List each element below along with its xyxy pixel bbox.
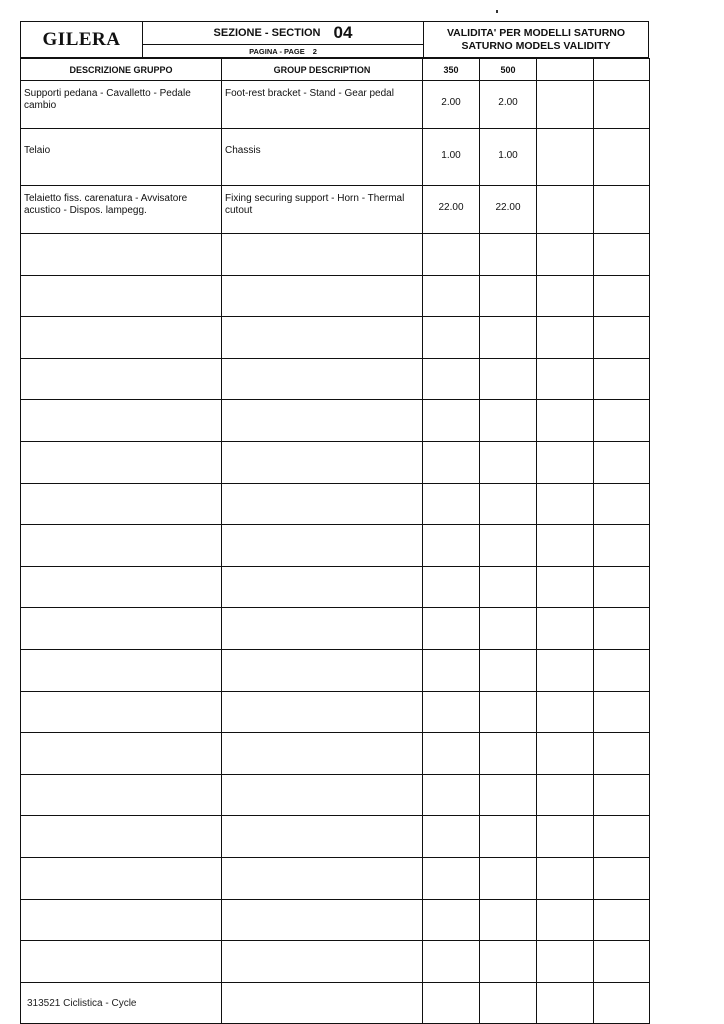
empty-cell [423, 857, 480, 899]
empty-cell [537, 275, 594, 317]
group-description-it: Supporti pedana - Cavalletto - Pedale cambio [21, 81, 222, 129]
empty-cell [480, 275, 537, 317]
empty-cell [480, 649, 537, 691]
footer-text: 313521 Ciclistica - Cycle [27, 998, 137, 1009]
empty-cell [480, 899, 537, 941]
empty-cell [21, 733, 222, 775]
empty-cell [594, 857, 650, 899]
scan-mark [496, 10, 498, 13]
empty-cell [480, 483, 537, 525]
empty-cell [594, 358, 650, 400]
section-box [143, 22, 424, 57]
empty-cell [222, 317, 423, 359]
empty-cell [222, 358, 423, 400]
empty-cell [423, 774, 480, 816]
empty-cell [537, 608, 594, 650]
empty-cell [423, 525, 480, 567]
empty-cell [480, 816, 537, 858]
empty-cell [423, 649, 480, 691]
brand-logo: GILERA [21, 22, 143, 57]
section-label: SEZIONE - SECTION [213, 27, 321, 39]
empty-cell [594, 941, 650, 983]
blank-row [21, 525, 650, 567]
empty-cell [480, 857, 537, 899]
empty-cell [537, 234, 594, 276]
empty-cell [222, 982, 423, 1024]
empty-cell [222, 234, 423, 276]
empty-cell [423, 816, 480, 858]
blank-row [21, 483, 650, 525]
empty-cell [423, 941, 480, 983]
empty-cell [480, 774, 537, 816]
empty-cell [480, 733, 537, 775]
blank-row [21, 400, 650, 442]
group-description-it: Telaietto fiss. carenatura - Avvisatore acustico - Dispos. lampegg. [21, 186, 222, 234]
empty-cell [480, 441, 537, 483]
empty-cell [537, 317, 594, 359]
empty-cell [537, 774, 594, 816]
blank-row [21, 816, 650, 858]
value-350: 2.00 [423, 81, 480, 129]
empty-cell [480, 525, 537, 567]
empty-cell [21, 566, 222, 608]
empty-cell [537, 441, 594, 483]
table-row [21, 129, 650, 186]
empty-cell [480, 566, 537, 608]
empty-cell [423, 234, 480, 276]
validity-subtitle: SATURNO MODELS VALIDITY [461, 39, 611, 52]
group-description-en: Fixing securing support - Horn - Thermal cutout [222, 186, 423, 234]
empty-cell [594, 899, 650, 941]
empty-cell [21, 525, 222, 567]
blank-row [21, 441, 650, 483]
empty-cell [594, 525, 650, 567]
column-header: 350 [423, 59, 480, 81]
empty-cell [222, 857, 423, 899]
empty-cell [222, 441, 423, 483]
empty-cell [594, 317, 650, 359]
empty-cell [594, 566, 650, 608]
value-500: 2.00 [480, 81, 537, 129]
empty-cell [480, 691, 537, 733]
empty-cell [594, 234, 650, 276]
empty-cell [423, 733, 480, 775]
empty-cell [21, 774, 222, 816]
empty-cell [222, 691, 423, 733]
empty-cell [222, 525, 423, 567]
empty-cell [594, 816, 650, 858]
page-number: 2 [312, 46, 317, 56]
empty-cell [21, 649, 222, 691]
empty-cell [594, 774, 650, 816]
empty-cell [21, 941, 222, 983]
empty-cell [480, 317, 537, 359]
empty-cell [423, 982, 480, 1024]
table-row [21, 186, 650, 234]
empty-cell [222, 733, 423, 775]
empty-cell [222, 566, 423, 608]
empty-cell [222, 941, 423, 983]
empty-cell [537, 358, 594, 400]
empty-cell [423, 608, 480, 650]
empty-cell [537, 982, 594, 1024]
empty-cell [537, 81, 594, 129]
empty-cell [423, 483, 480, 525]
page-label: PAGINA - PAGE [249, 46, 305, 56]
empty-cell [21, 899, 222, 941]
empty-cell [21, 483, 222, 525]
empty-cell [222, 899, 423, 941]
empty-cell [537, 400, 594, 442]
blank-row [21, 857, 650, 899]
validity-title: VALIDITA' PER MODELLI SATURNO [446, 26, 626, 39]
empty-cell [594, 649, 650, 691]
column-header [594, 59, 650, 81]
empty-cell [594, 691, 650, 733]
empty-cell [537, 733, 594, 775]
empty-cell [537, 816, 594, 858]
empty-cell [594, 129, 650, 186]
column-header [537, 59, 594, 81]
section-number: 04 [333, 23, 353, 42]
value-500: 22.00 [480, 186, 537, 234]
empty-cell [594, 733, 650, 775]
group-description-it: Telaio [21, 129, 222, 186]
empty-cell [222, 608, 423, 650]
empty-cell [222, 275, 423, 317]
empty-cell [423, 400, 480, 442]
empty-cell [480, 982, 537, 1024]
table-row [21, 81, 650, 129]
group-table [20, 58, 650, 1024]
value-350: 22.00 [423, 186, 480, 234]
empty-cell [480, 941, 537, 983]
empty-cell [222, 649, 423, 691]
column-header: DESCRIZIONE GRUPPO [21, 59, 222, 81]
empty-cell [423, 899, 480, 941]
validity-box [424, 22, 648, 57]
empty-cell [537, 566, 594, 608]
empty-cell [480, 234, 537, 276]
empty-cell [537, 129, 594, 186]
blank-row [21, 234, 650, 276]
empty-cell [594, 483, 650, 525]
section-line [143, 22, 423, 45]
column-header: 500 [480, 59, 537, 81]
blank-row [21, 941, 650, 983]
blank-row [21, 733, 650, 775]
empty-cell [594, 81, 650, 129]
blank-row [21, 566, 650, 608]
empty-cell [423, 566, 480, 608]
empty-cell [21, 816, 222, 858]
group-description-en: Foot-rest bracket - Stand - Gear pedal [222, 81, 423, 129]
empty-cell [423, 358, 480, 400]
empty-cell [537, 483, 594, 525]
blank-row [21, 608, 650, 650]
blank-row [21, 317, 650, 359]
empty-cell [594, 275, 650, 317]
blank-row [21, 649, 650, 691]
empty-cell [537, 857, 594, 899]
empty-cell [594, 400, 650, 442]
empty-cell [222, 816, 423, 858]
empty-cell [594, 982, 650, 1024]
value-500: 1.00 [480, 129, 537, 186]
empty-cell [480, 400, 537, 442]
empty-cell [537, 899, 594, 941]
empty-cell [21, 608, 222, 650]
empty-cell [21, 691, 222, 733]
column-header: GROUP DESCRIPTION [222, 59, 423, 81]
empty-cell [594, 441, 650, 483]
empty-cell [423, 317, 480, 359]
empty-cell [222, 483, 423, 525]
empty-cell [21, 400, 222, 442]
blank-row [21, 774, 650, 816]
empty-cell [537, 941, 594, 983]
empty-cell [423, 441, 480, 483]
blank-row [21, 275, 650, 317]
table-body [21, 81, 650, 1024]
empty-cell [21, 275, 222, 317]
group-description-en: Chassis [222, 129, 423, 186]
blank-row [21, 691, 650, 733]
table-header-row [21, 59, 650, 81]
empty-cell [594, 608, 650, 650]
empty-cell [21, 441, 222, 483]
empty-cell [480, 358, 537, 400]
empty-cell [21, 857, 222, 899]
empty-cell [537, 649, 594, 691]
empty-cell [594, 186, 650, 234]
blank-row [21, 358, 650, 400]
empty-cell [480, 608, 537, 650]
empty-cell [21, 234, 222, 276]
empty-cell [537, 691, 594, 733]
blank-row [21, 899, 650, 941]
empty-cell [222, 774, 423, 816]
value-350: 1.00 [423, 129, 480, 186]
empty-cell [537, 186, 594, 234]
page-line [143, 45, 423, 57]
empty-cell [423, 691, 480, 733]
catalog-sheet [20, 21, 649, 1024]
empty-cell [21, 317, 222, 359]
empty-cell [21, 358, 222, 400]
empty-cell [423, 275, 480, 317]
sheet-header [20, 21, 649, 58]
empty-cell [222, 400, 423, 442]
empty-cell [537, 525, 594, 567]
